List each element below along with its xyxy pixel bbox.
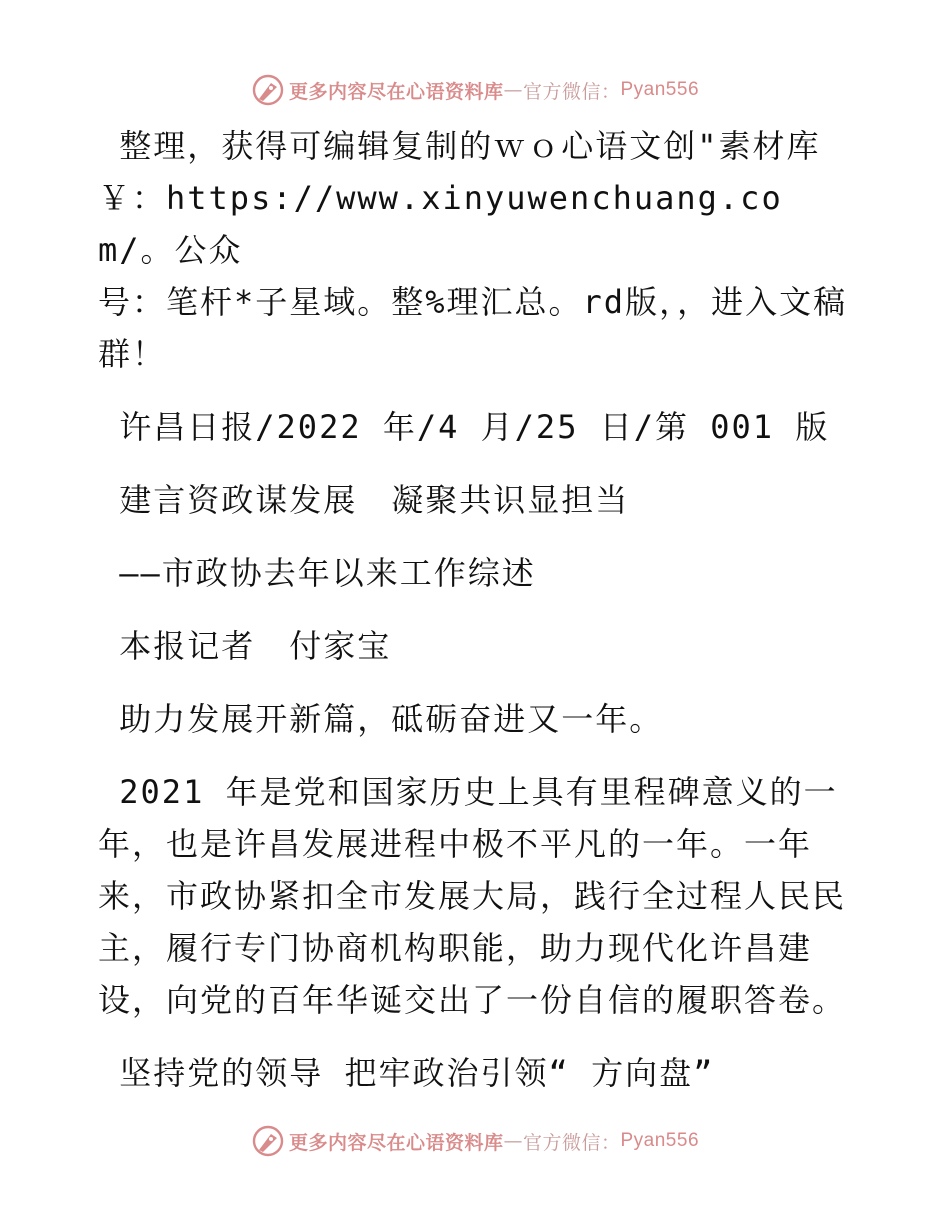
watermark-main-text: 更多内容尽在心语资料库 <box>288 80 504 103</box>
byline: 本报记者 付家宝 <box>98 627 392 665</box>
paragraph-line: 设，向党的百年华诞交出了一份自信的履职答卷。 <box>98 981 847 1019</box>
watermark-sub-text: 官方微信： <box>522 1131 621 1154</box>
source-line: 许昌日报/2022 年/4 月/25 日/第 001 版 <box>98 408 830 446</box>
paragraph-line: 来，市政协紧扣全市发展大局，践行全过程人民民 <box>98 877 847 915</box>
intro-line: ￥：https://www.xinyuwenchuang.com/。公众 <box>98 179 783 269</box>
document-body <box>98 120 858 1099</box>
subheadline: ——市政协去年以来工作综述 <box>98 554 536 592</box>
footer-watermark <box>0 1123 950 1159</box>
lead-sentence: 助力发展开新篇，砥砺奋进又一年。 <box>98 700 664 738</box>
watermark-wechat-id: Pyan556 <box>620 79 700 100</box>
headline: 建言资政谋发展 凝聚共识显担当 <box>98 481 630 519</box>
watermark-wechat-id: Pyan556 <box>620 1130 700 1151</box>
body-paragraph <box>98 766 858 1026</box>
pen-nib-logo-icon <box>251 73 285 107</box>
section-heading: 坚持党的领导 把牢政治引领“ 方向盘” <box>98 1054 715 1092</box>
pen-nib-logo-icon <box>251 1124 285 1158</box>
paragraph-line: 年，也是许昌发展进程中极不平凡的一年。一年 <box>98 825 813 863</box>
intro-block <box>98 120 858 380</box>
intro-line: 群！ <box>98 335 167 373</box>
intro-line: 整理，获得可编辑复制的ｗｏ心语文创"素材库 <box>98 127 821 165</box>
watermark-main-text: 更多内容尽在心语资料库 <box>288 1131 504 1154</box>
paragraph-line: 主，履行专门协商机构职能，助力现代化许昌建 <box>98 929 813 967</box>
watermark-separator: — <box>503 1130 523 1152</box>
paragraph-line: 2021 年是党和国家历史上具有里程碑意义的一 <box>98 773 838 811</box>
intro-line: 号：笔杆*子星域。整%理汇总。rd版，，进入文稿 <box>98 283 848 321</box>
watermark-separator: — <box>503 79 523 101</box>
watermark-sub-text: 官方微信： <box>522 80 621 103</box>
header-watermark <box>0 72 950 108</box>
